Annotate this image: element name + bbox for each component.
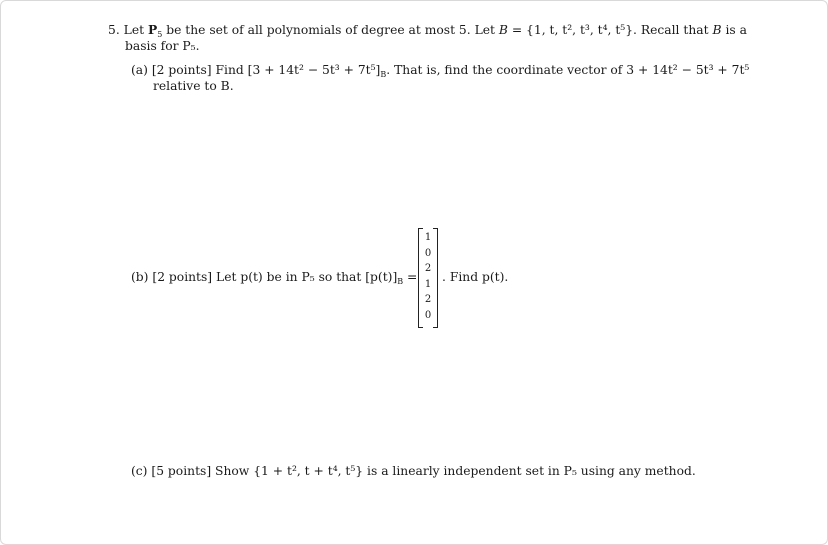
part-a-coordinate-text: . That is, find the coordinate vector of 3 + 14t² − 5t³ + 7t⁵ xyxy=(386,63,750,77)
matrix-entry: 1 xyxy=(424,278,432,290)
intro-basis-symbol-2: B xyxy=(712,23,722,37)
part-a-line2: relative to B. xyxy=(153,79,234,93)
part-b-text-before xyxy=(131,270,417,284)
intro-text-recall: Recall that xyxy=(640,23,709,37)
part-a-find-text: Find [3 + 14t² − 5t³ + 7t⁵] xyxy=(215,63,381,77)
matrix-entry: 2 xyxy=(424,294,432,305)
intro-basis-set: = {1, t, t², t³, t⁴, t⁵}. xyxy=(507,23,637,37)
part-b-equals: = xyxy=(403,270,418,284)
intro-text-is-a: is a xyxy=(725,23,747,37)
part-b-subscript: B xyxy=(397,277,404,286)
problem-number: 5. xyxy=(108,23,120,37)
matrix-entry: 1 xyxy=(424,232,432,243)
part-a-points: [2 points] xyxy=(151,63,212,77)
intro-text-definition: be the set of all polynomials of degree at most 5. Let xyxy=(166,23,495,37)
intro-p5-subscript: 5 xyxy=(157,30,163,39)
part-c-line xyxy=(131,464,696,478)
part-a-line1 xyxy=(131,63,749,77)
coordinate-vector-matrix xyxy=(418,228,438,326)
part-c-points: [5 points] xyxy=(151,464,212,478)
intro-basis-symbol: B xyxy=(498,23,508,37)
matrix-right-bracket xyxy=(433,228,438,328)
part-b-text-after: . Find p(t). xyxy=(442,270,509,284)
part-a-label: (a) xyxy=(131,63,148,77)
intro-text-let: Let xyxy=(123,23,145,37)
part-c-label: (c) xyxy=(131,464,148,478)
intro-p5-symbol: P xyxy=(147,22,158,37)
matrix-entry: 0 xyxy=(424,309,432,321)
part-b-let-text: Let p(t) be in P₅ so that [p(t)] xyxy=(216,270,398,284)
part-c-text: Show {1 + t², t + t⁴, t⁵} is a linearly independent set in P₅ using any method. xyxy=(215,464,696,478)
part-a-subscript: B xyxy=(380,70,387,79)
problem-intro-line1 xyxy=(108,22,747,37)
part-b-points: [2 points] xyxy=(152,270,213,284)
part-b-label: (b) xyxy=(131,270,149,284)
matrix-entry: 2 xyxy=(424,263,432,274)
problem-intro-line2: basis for P₅. xyxy=(125,39,200,53)
matrix-entry: 0 xyxy=(424,247,432,259)
